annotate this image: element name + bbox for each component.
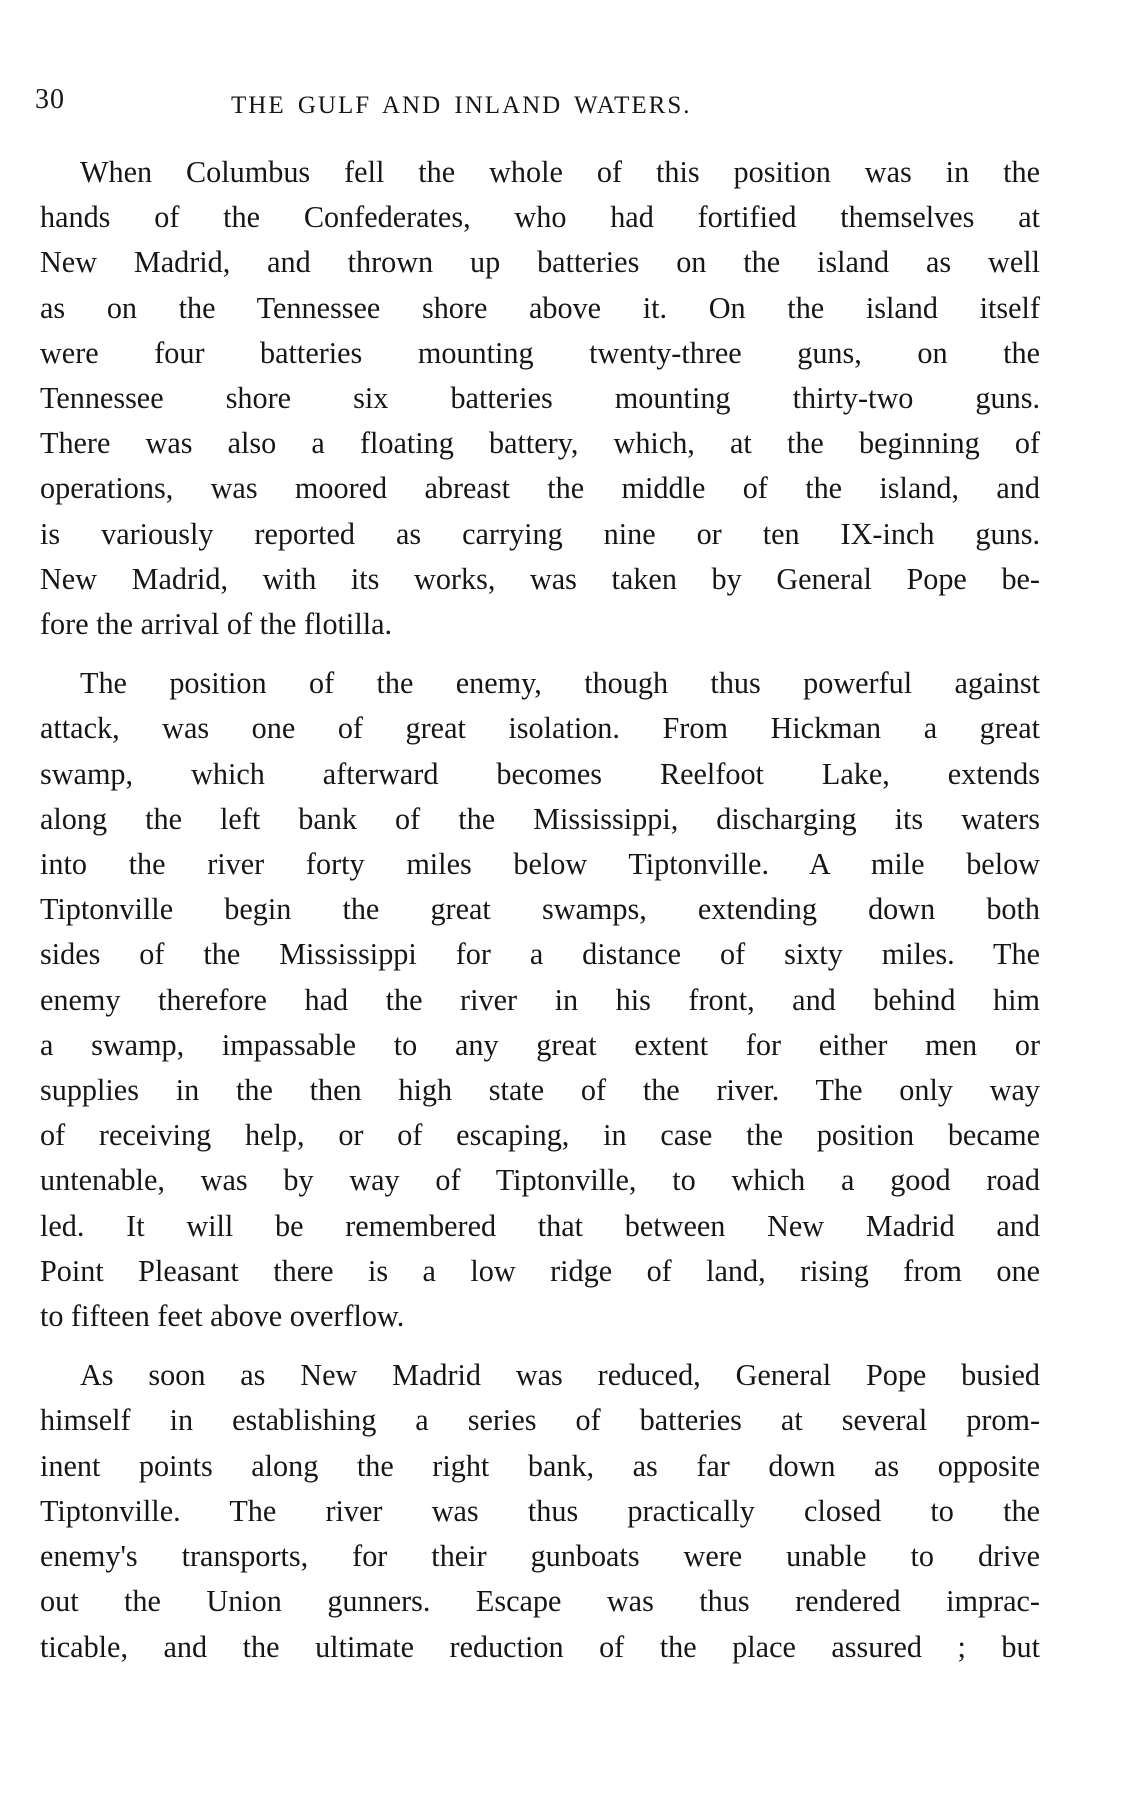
- text-line: The position of the enemy, though thus powerful against: [80, 666, 1040, 701]
- text-line: were four batteries mounting twenty-three guns, on the: [40, 335, 1040, 370]
- text-line: attack, was one of great isolation. From Hickman a great: [40, 711, 1040, 746]
- text-line: Tiptonville. The river was thus practically closed to the: [40, 1493, 1040, 1528]
- text-line: is variously reported as carrying nine or ten IX-inch guns.: [40, 516, 1040, 551]
- text-line: Tiptonville begin the great swamps, extending down both: [40, 892, 1040, 927]
- paragraph-2: [40, 661, 1040, 1339]
- text-line: led. It will be remembered that between New Madrid and: [40, 1208, 1040, 1243]
- text-line: as on the Tennessee shore above it. On the island itself: [40, 290, 1040, 325]
- text-line: Tennessee shore six batteries mounting thirty-two guns.: [40, 381, 1040, 416]
- text-line: operations, was moored abreast the middle of the island, and: [40, 471, 1040, 506]
- text-line: As soon as New Madrid was reduced, General Pope busied: [80, 1358, 1040, 1393]
- text-line: of receiving help, or of escaping, in case the position became: [40, 1118, 1040, 1153]
- paragraph-3: [40, 1353, 1040, 1669]
- text-line: himself in establishing a series of batteries at several prom-: [40, 1403, 1040, 1438]
- text-line: sides of the Mississippi for a distance of sixty miles. The: [40, 937, 1040, 972]
- text-line: hands of the Confederates, who had fortified themselves at: [40, 200, 1040, 235]
- text-line: ticable, and the ultimate reduction of the place assured ; but: [40, 1629, 1040, 1664]
- running-head: [35, 78, 1035, 128]
- text-line: enemy therefore had the river in his front, and behind him: [40, 982, 1040, 1017]
- text-line: a swamp, impassable to any great extent for either men or: [40, 1027, 1040, 1062]
- text-line: New Madrid, and thrown up batteries on the island as well: [40, 245, 1040, 280]
- text-line: inent points along the right bank, as far down as opposite: [40, 1448, 1040, 1483]
- running-title: THE GULF AND INLAND WATERS.: [231, 92, 692, 119]
- body-text: [40, 150, 1040, 1670]
- text-line: When Columbus fell the whole of this position was in the: [80, 155, 1040, 189]
- text-line: New Madrid, with its works, was taken by General Pope be-: [40, 561, 1040, 596]
- text-line: to fifteen feet above overflow.: [40, 1299, 405, 1334]
- paragraph-1: [40, 150, 1040, 647]
- text-line: Point Pleasant there is a low ridge of land, rising from one: [40, 1253, 1040, 1288]
- text-line: swamp, which afterward becomes Reelfoot Lake, extends: [40, 756, 1040, 791]
- text-line: out the Union gunners. Escape was thus rendered imprac-: [40, 1584, 1040, 1619]
- text-line: There was also a floating battery, which, at the beginning of: [40, 426, 1040, 461]
- text-line: supplies in the then high state of the river. The only way: [40, 1073, 1040, 1108]
- text-line: along the left bank of the Mississippi, discharging its waters: [40, 801, 1040, 836]
- text-line: into the river forty miles below Tiptonville. A mile below: [40, 847, 1040, 882]
- text-line: fore the arrival of the flotilla.: [40, 607, 393, 642]
- page-number: 30: [35, 84, 65, 115]
- text-line: enemy's transports, for their gunboats were unable to drive: [40, 1539, 1040, 1574]
- text-line: untenable, was by way of Tiptonville, to which a good road: [40, 1163, 1040, 1198]
